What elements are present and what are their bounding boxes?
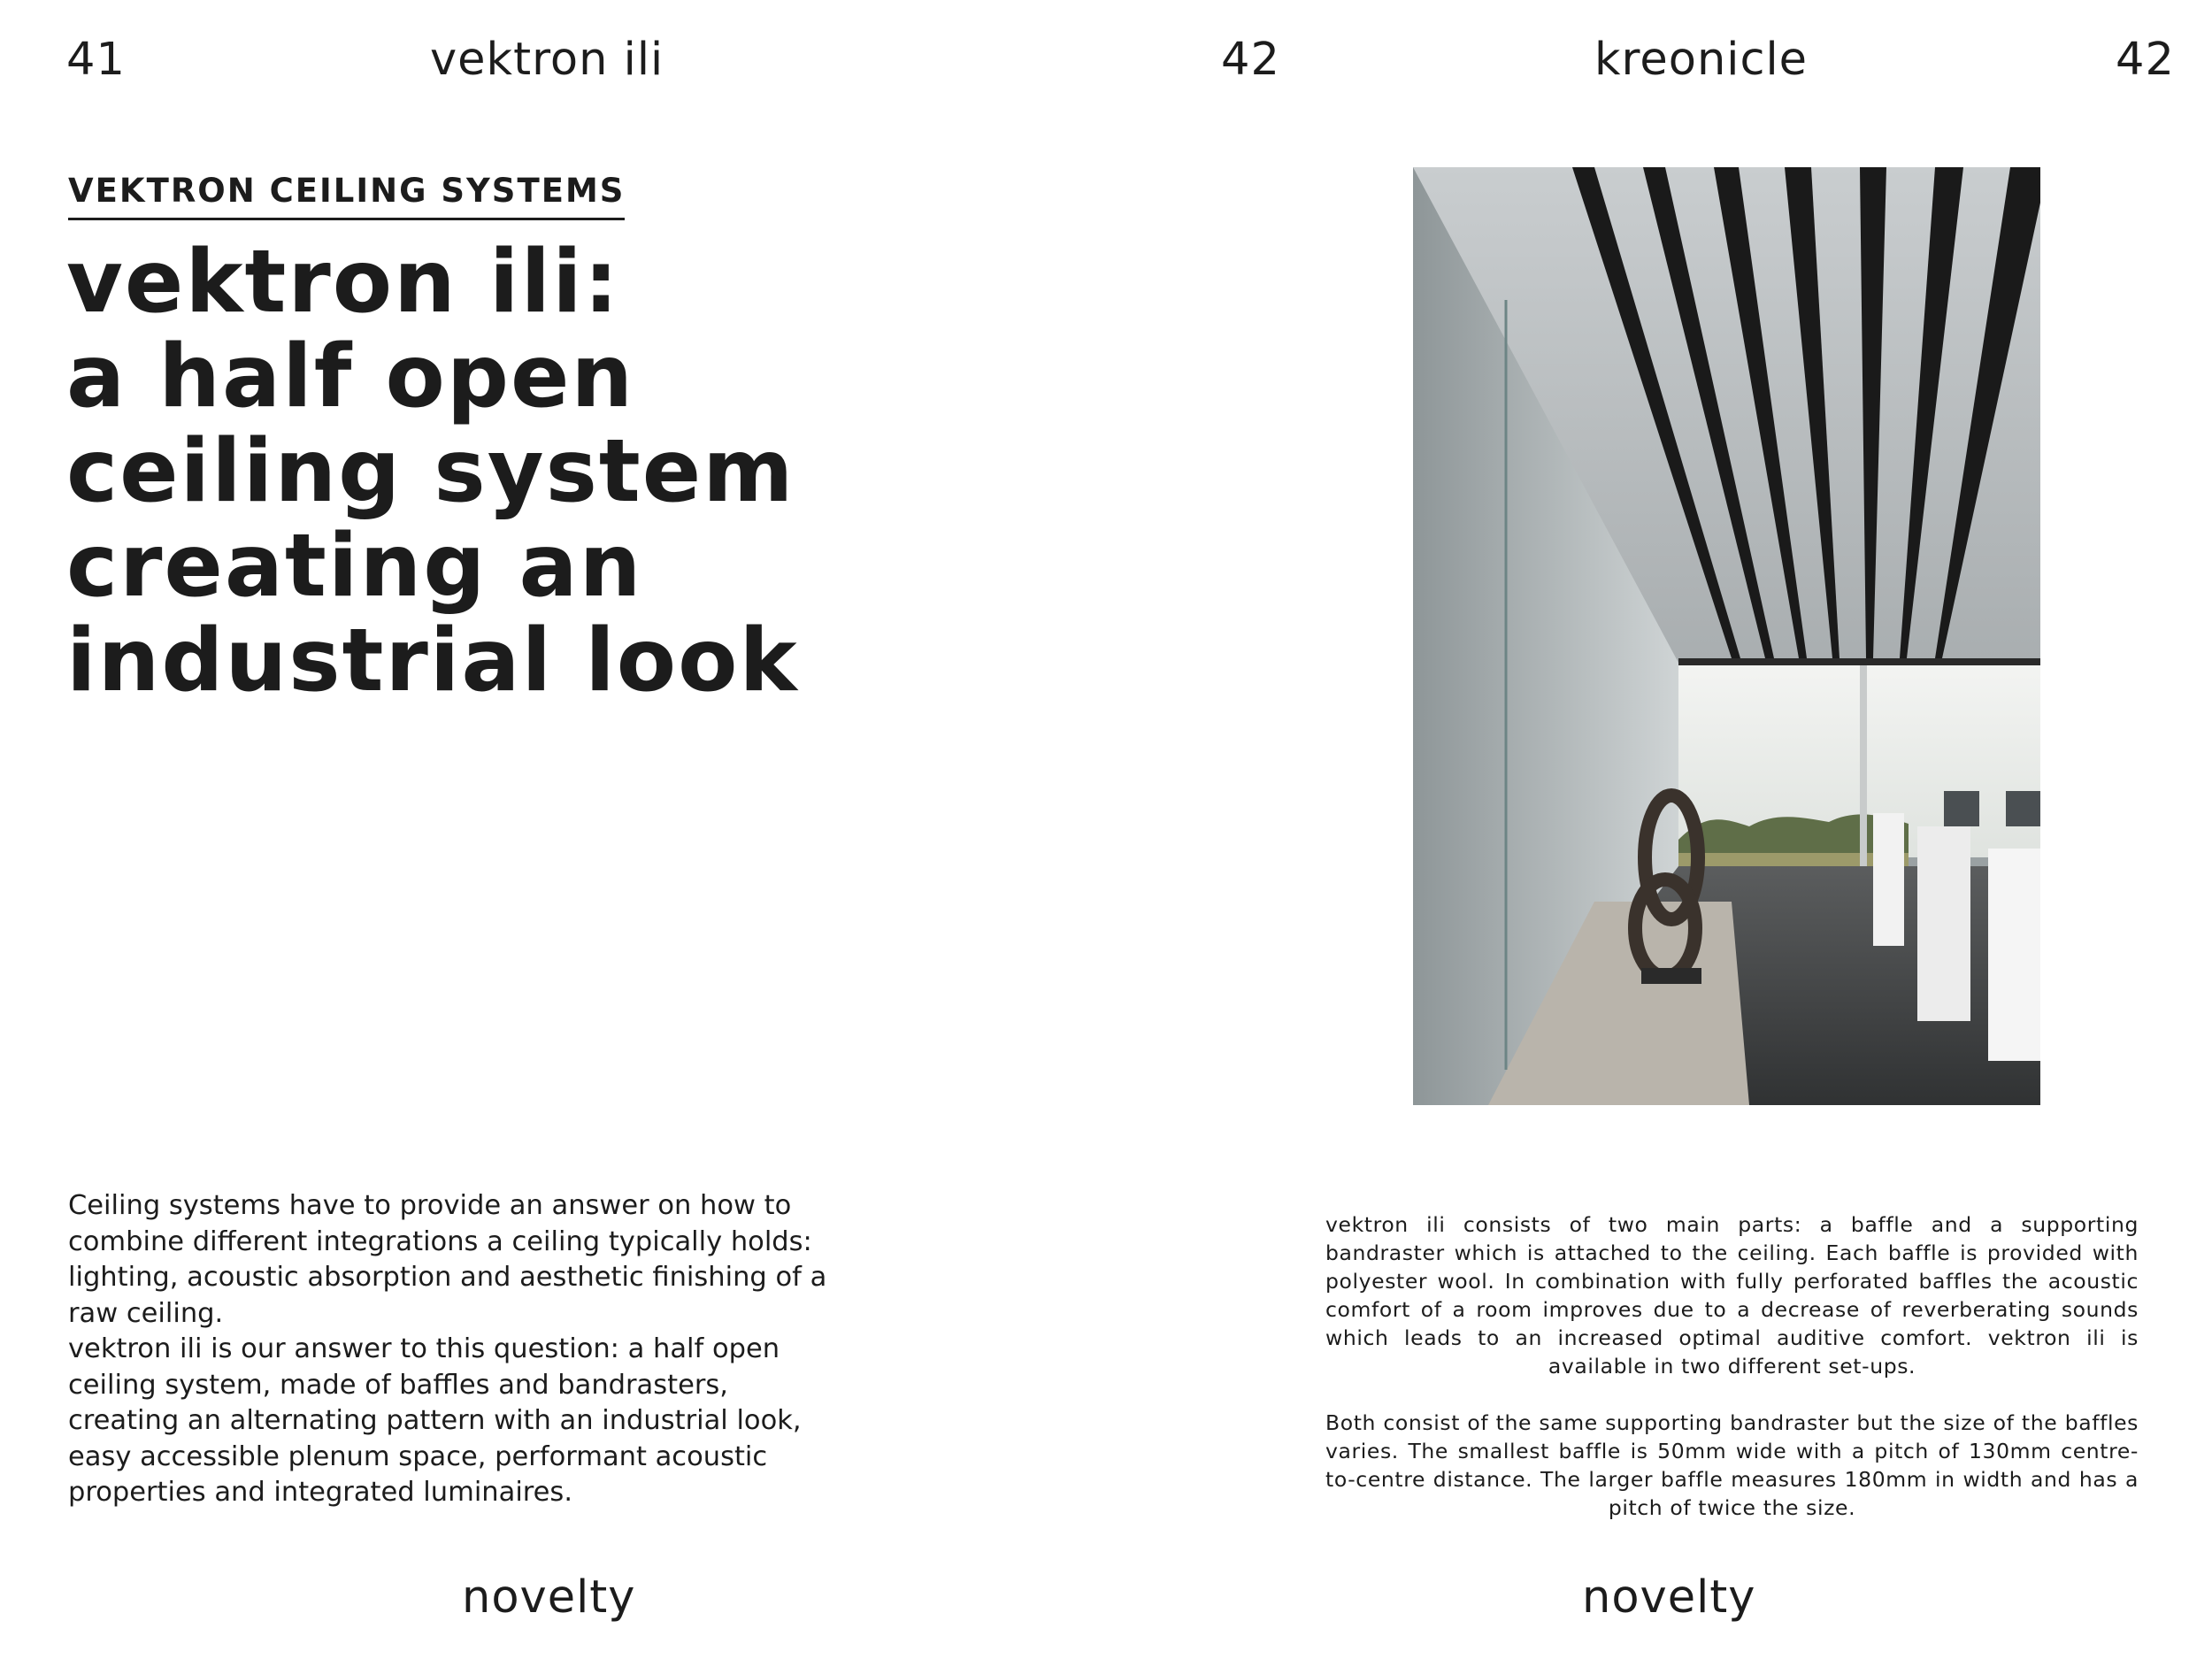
running-head-left: vektron ili bbox=[430, 34, 664, 86]
body-paragraph: vektron ili consists of two main parts: a baffle and a supporting bandraster which is attached to the ceiling. Each baffle is provided with polyester wool. In combination with fully perforated baffles the acoustic comfort of a room improves due to a decrease of reverberating sounds which leads to an increased optimal auditive comfort. vektron ili is available in two different set-ups. bbox=[1325, 1212, 2139, 1379]
page-number-right-outer: 42 bbox=[2116, 34, 2175, 86]
headline-line: industrial look bbox=[66, 611, 799, 711]
headline-line: a half open bbox=[66, 326, 635, 427]
interior-photo bbox=[1413, 167, 2040, 1105]
footer-left: novelty bbox=[462, 1571, 636, 1624]
interior-photo-drawing bbox=[1413, 167, 2040, 1105]
page-number-left: 41 bbox=[66, 34, 126, 86]
running-head-right: kreonicle bbox=[1594, 34, 1809, 86]
body-paragraph: Both consist of the same supporting bandraster but the size of the baffles varies. The smallest baffle is 50mm wide with a pitch of 130mm centre-to-centre distance. The larger baffle measures 180mm in width and has a pitch of twice the size. bbox=[1325, 1410, 2139, 1520]
section-kicker: VEKTRON CEILING SYSTEMS bbox=[68, 172, 625, 220]
headline-line: ceiling system bbox=[66, 421, 795, 522]
footer-right: novelty bbox=[1582, 1571, 1756, 1624]
headline-line: vektron ili: bbox=[66, 232, 620, 333]
page-title bbox=[66, 232, 845, 711]
page-number-right-inner: 42 bbox=[1221, 34, 1280, 86]
body-text bbox=[1325, 1210, 2139, 1522]
intro-paragraph: vektron ili is our answer to this question: a half open ceiling system, made of baffles and bandrasters, creating an alternating pattern with an industrial look, easy accessible plenum space, performant acoustic properties and integrated luminaires. bbox=[68, 1333, 802, 1508]
intro-paragraph: Ceiling systems have to provide an answer on how to combine different integrations a ceiling typically holds: lighting, acoustic absorption and aesthetic finishing of a raw ceiling. bbox=[68, 1190, 827, 1329]
headline-line: creating an bbox=[66, 516, 643, 617]
intro-text bbox=[68, 1188, 847, 1511]
